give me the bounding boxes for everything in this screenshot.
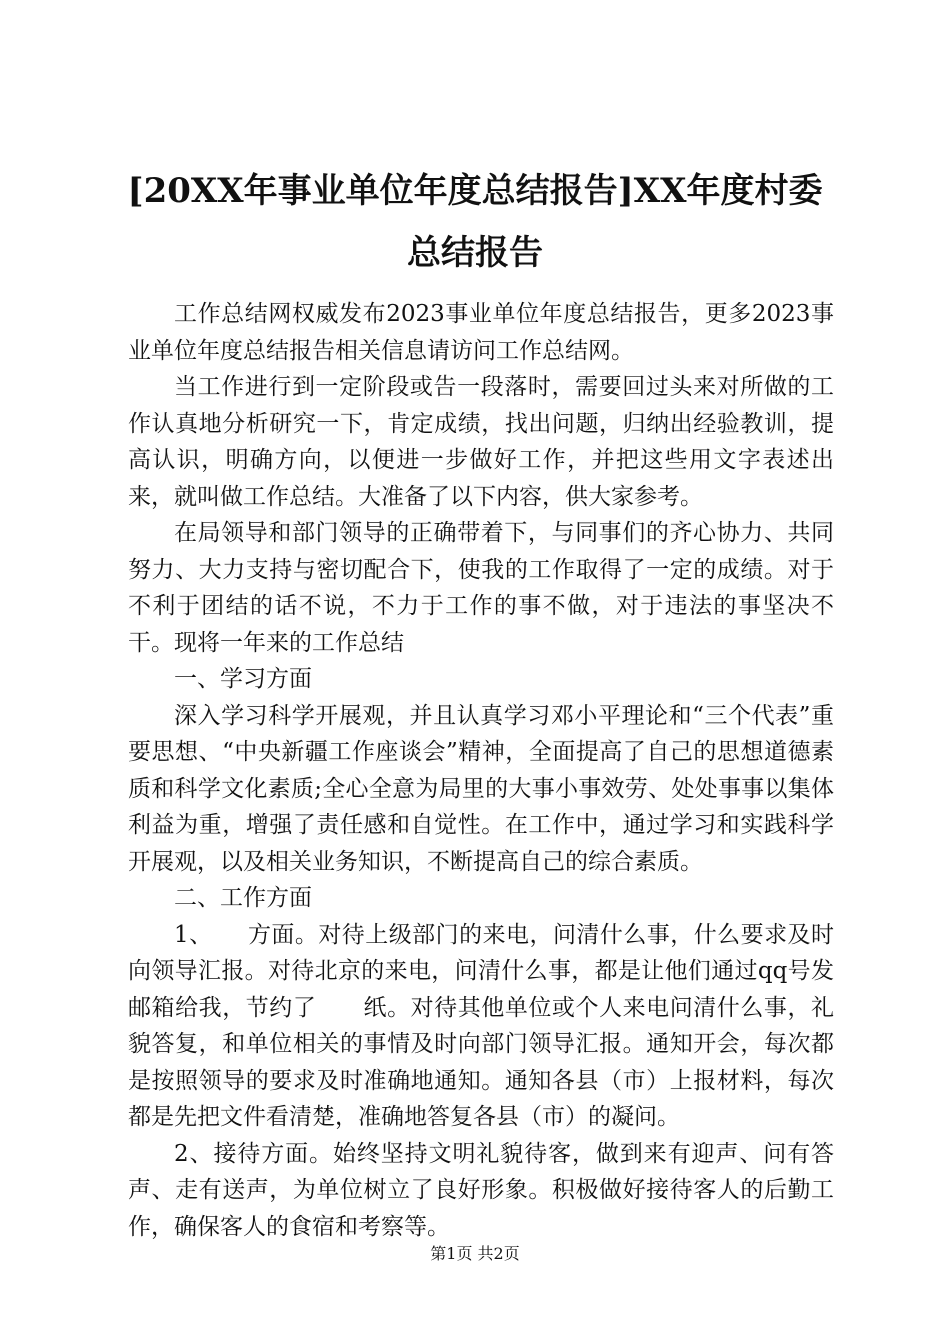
paragraph-work-2: 2、接待方面。始终坚持文明礼貌待客，做到来有迎声、问有答声、走有送声，为单位树立了良好形象。积极做好接待客人的后勤工作，确保客人的食宿和考察等。 <box>128 1140 834 1240</box>
paragraph-overview: 在局领导和部门领导的正确带着下，与同事们的齐心协力、共同努力、大力支持与密切配合下，使我的工作取得了一定的成绩。对于不利于团结的话不说，不力于工作的事不做，对于违法的事坚决不干。现将一年来的工作总结 <box>128 520 834 656</box>
page-footer: 第1页 共2页 <box>430 1244 520 1263</box>
paragraph-purpose: 当工作进行到一定阶段或告一段落时，需要回过头来对所做的工作认真地分析研究一下，肯定成绩，找出问题，归纳出经验教训，提高认识，明确方向，以便进一步做好工作，并把这些用文字表述出来，就叫做工作总结。大准备了以下内容，供大家参考。 <box>128 374 834 510</box>
paragraph-work-1: 1、 方面。对待上级部门的来电，问清什么事，什么要求及时向领导汇报。对待北京的来电，问清什么事，都是让他们通过qq号发邮箱给我，节约了 纸。对待其他单位或个人来电问清什么事，礼貌答复，和单位相关的事情及时向部门领导汇报。通知开会，每次都是按照领导的要求及时准确地通知。通知各县（市）上报材料，每次都是先把文件看清楚，准确地答复各县（市）的凝问。 <box>128 921 834 1130</box>
document-title: [20XX年事业单位年度总结报告]XX年度村委总结报告 <box>127 171 823 273</box>
paragraph-study: 深入学习科学开展观，并且认真学习邓小平理论和“三个代表”重要思想、“中央新疆工作座谈会”精神，全面提高了自己的思想道德素质和科学文化素质;全心全意为局里的大事小事效劳、处处事事以集体利益为重，增强了责任感和自觉性。在工作中，通过学习和实践科学开展观，以及相关业务知识，不断提高自己的综合素质。 <box>128 702 834 875</box>
paragraph-intro: 工作总结网权威发布2023事业单位年度总结报告，更多2023事业单位年度总结报告相关信息请访问工作总结网。 <box>128 301 834 364</box>
document-body <box>128 296 834 1245</box>
section-heading-work: 二、工作方面 <box>174 885 312 911</box>
section-heading-study: 一、学习方面 <box>174 666 312 692</box>
